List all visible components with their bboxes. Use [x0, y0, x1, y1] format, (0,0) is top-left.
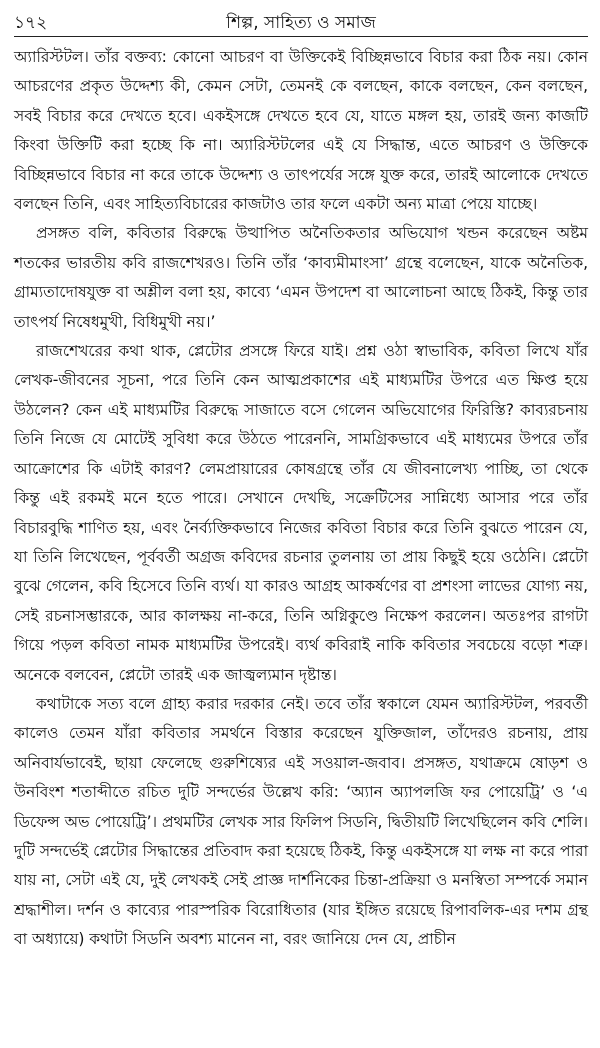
- book-page: [14, 6, 588, 1042]
- page-header: [14, 6, 588, 37]
- paragraph-4: কথাটাকে সত্য বলে গ্রাহ্য করার দরকার নেই। তবে তাঁর স্বকালে যেমন অ্যারিস্টটল, পরবর্তী কালেও তেমন যাঁরা কবিতার সমর্থনে বিস্তার করেছেন যুক্তিজাল, তাঁদেরও রচনায়, প্রায় অনিবার্যভাবেই, ছায়া ফেলেছে গুরুশিষ্যের এই সওয়াল-জবাব। প্রসঙ্গত, যথাক্রমে ষোড়শ ও উনবিংশ শতাব্দীতে রচিত দুটি সন্দর্ভের উল্লেখ করি: ‘অ্যান অ্যাপলজি ফর পোয়েট্রি’ ও ‘এ ডিফেন্স অভ পোয়েট্রি’। প্রথমটির লেখক সার ফিলিপ সিডনি, দ্বিতীয়টি লিখেছিলেন কবি শেলি। দুটি সন্দর্ভেই প্লেটোর সিদ্ধান্তের প্রতিবাদ করা হয়েছে ঠিকই, কিন্তু একইসঙ্গে যা লক্ষ না করে পারা যায় না, সেটা এই যে, দুই লেখকই সেই প্রাজ্ঞ দার্শনিকের চিন্তা-প্রক্রিয়া ও মনস্বিতা সম্পর্কে সমান শ্রদ্ধাশীল। দর্শন ও কাব্যের পারস্পরিক বিরোধিতার (যার ইঙ্গিত রয়েছে রিপাবলিক-এর দশম গ্রন্থ বা অধ্যায়ে) কথাটা সিডনি অবশ্য মানেন না, বরং জানিয়ে দেন যে, প্রাচীন: [14, 694, 588, 949]
- paragraph-3: রাজশেখরের কথা থাক, প্লেটোর প্রসঙ্গে ফিরে যাই। প্রশ্ন ওঠা স্বাভাবিক, কবিতা লিখে যাঁর লেখক-জীবনের সূচনা, পরে তিনি কেন আত্মপ্রকাশের এই মাধ্যমটির উপরে এত ক্ষিপ্ত হয়ে উঠলেন? কেন এই মাধ্যমটির বিরুদ্ধে সাজাতে বসে গেলেন অভিযোগের ফিরিস্তি? কাব্যরচনায় তিনি নিজে যে মোটেই সুবিধা করে উঠতে পারেননি, সামগ্রিকভাবে এই মাধ্যমের উপরে তাঁর আক্রোশের কি এটাই কারণ? লেমপ্রায়ারের কোষগ্রন্থে তাঁর যে জীবনালেখ্য পাচ্ছি, তা থেকে কিন্তু এই রকমই মনে হতে পারে। সেখানে দেখছি, সক্রেটিসের সান্নিধ্যে আসার পরে তাঁর বিচারবুদ্ধি শাণিত হয়, এবং নৈর্ব্যক্তিকভাবে নিজের কবিতা বিচার করে তিনি বুঝতে পারেন যে, যা তিনি লিখেছেন, পূর্ববর্তী অগ্রজ কবিদের রচনার তুলনায় তা প্রায় কিছুই হয়ে ওঠেনি। প্লেটো বুঝে গেলেন, কবি হিসেবে তিনি ব্যর্থ। যা কারও আগ্রহ আকর্ষণের বা প্রশংসা লাভের যোগ্য নয়, সেই রচনাসম্ভারকে, আর কালক্ষয় না-করে, তিনি অগ্নিকুণ্ডে নিক্ষেপ করলেন। অতঃপর রাগটা গিয়ে পড়ল কবিতা নামক মাধ্যমটির উপরেই। ব্যর্থ কবিরাই নাকি কবিতার সবচেয়ে বড়ো শত্রু। অনেকে বলবেন, প্লেটো তারই এক জাজ্বল্যমান দৃষ্টান্ত।: [14, 342, 588, 684]
- paragraph-1: অ্যারিস্টটল। তাঁর বক্তব্য: কোনো আচরণ বা উক্তিকেই বিচ্ছিন্নভাবে বিচার করা ঠিক নয়। কোন আচরণের প্রকৃত উদ্দেশ্য কী, কেমন সেটা, তেমনই কে বলছেন, কাকে বলছেন, কেন বলছেন, সবই বিচার করে দেখতে হবে। একইসঙ্গে দেখতে হবে যে, যাতে মঙ্গল হয়, তারই জন্য কাজটি কিংবা উক্তিটি করা হচ্ছে কি না। অ্যারিস্টটলের এই যে সিদ্ধান্ত, এতে আচরণ ও উক্তিকে বিচ্ছিন্নভাবে বিচার না করে তাকে উদ্দেশ্য ও তাৎপর্যের সঙ্গে যুক্ত করে, তারই আলোকে দেখতে বলছেন তিনি, এবং সাহিত্যবিচারের কাজটাও তার ফলে একটা অন্য মাত্রা পেয়ে যাচ্ছে।: [14, 48, 588, 214]
- running-title: শিল্প, সাহিত্য ও সমাজ: [226, 13, 376, 33]
- paragraph-2: প্রসঙ্গত বলি, কবিতার বিরুদ্ধে উত্থাপিত অনৈতিকতার অভিযোগ খন্ডন করেছেন অষ্টম শতকের ভারতীয় কবি রাজশেখরও। তিনি তাঁর ‘কাব্যমীমাংসা’ গ্রন্থে বলেছেন, যাকে অনৈতিক, গ্রাম্যতাদোষযুক্ত বা অশ্লীল বলা হয়, কাব্যে ‘এমন উপদেশ বা আলোচনা আছে ঠিকই, কিন্তু তার তাৎপর্য নিষেধমুখী, বিধিমুখী নয়।’: [14, 224, 588, 331]
- body-text: [14, 43, 588, 955]
- page-number: ১৭২: [14, 13, 48, 33]
